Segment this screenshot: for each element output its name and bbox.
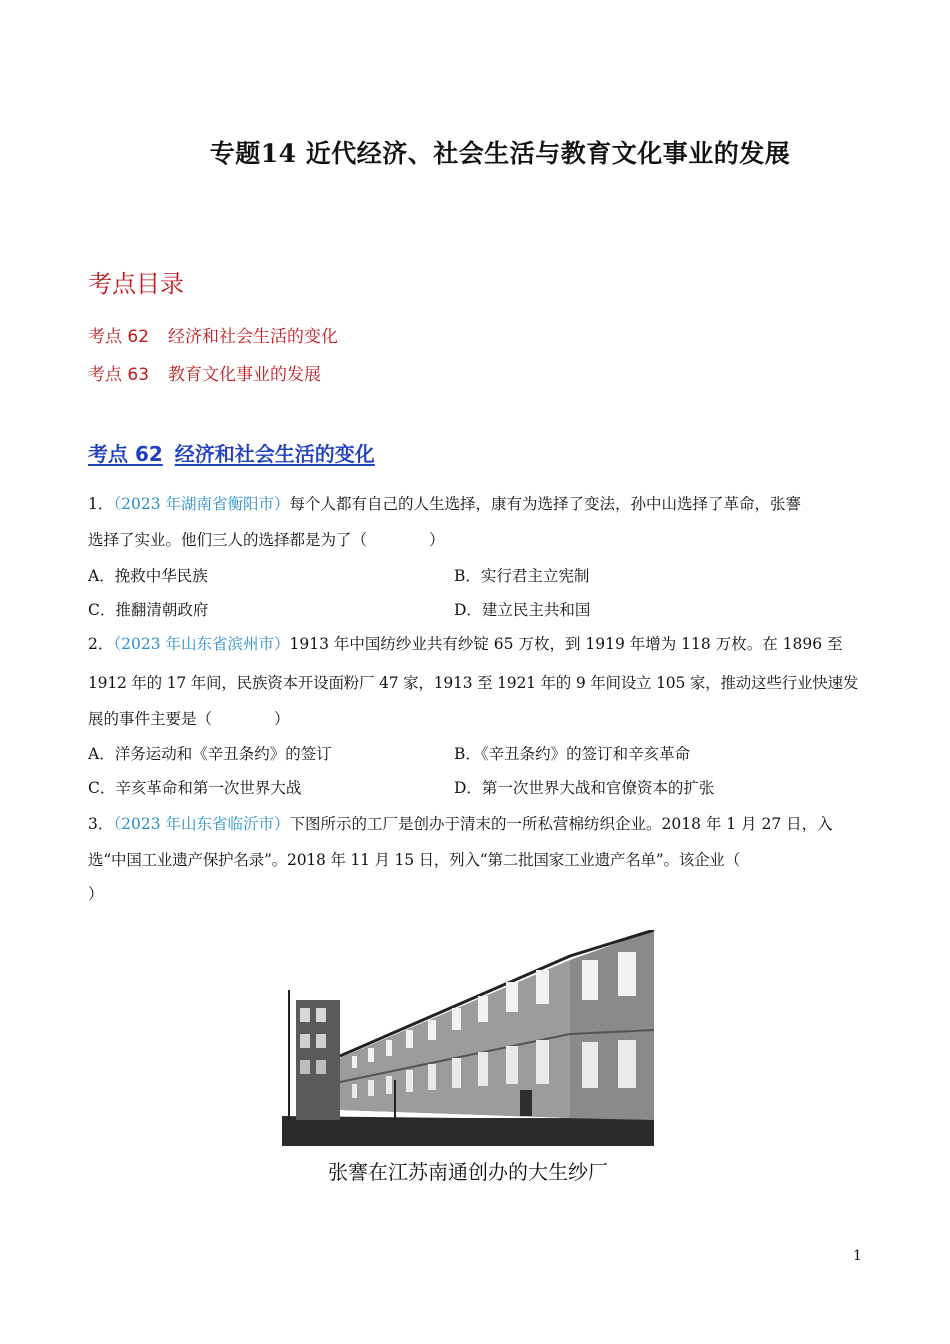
section-number: 考点 62 bbox=[88, 442, 163, 466]
question-3-line-1 bbox=[88, 814, 833, 834]
question-3-line-3: ） bbox=[88, 885, 104, 903]
question-2-option-b[interactable]: B．《辛丑条约》的签订和辛亥革命 bbox=[454, 745, 691, 763]
section-heading-62[interactable] bbox=[88, 438, 375, 467]
question-1-line-1 bbox=[88, 494, 801, 514]
question-number: 3． bbox=[88, 815, 114, 833]
question-text: 1913 年中国纺纱业共有纱锭 65 万枚，到 1919 年增为 118 万枚。在 1896 至 bbox=[289, 635, 843, 653]
factory-photo bbox=[282, 930, 654, 1146]
question-1-option-b[interactable]: B．实行君主立宪制 bbox=[454, 567, 590, 585]
figure-caption: 张謇在江苏南通创办的大生纱厂 bbox=[328, 1160, 608, 1184]
question-1-option-a[interactable]: A．挽救中华民族 bbox=[88, 567, 208, 585]
question-2-line-2: 1912 年的 17 年间，民族资本开设面粉厂 47 家，1913 至 1921 年的 9 年间设立 105 家，推动这些行业快速发 bbox=[88, 674, 859, 692]
question-3-line-2: 选“中国工业遗产保护名录”。2018 年 11 月 15 日，列入“第二批国家工业遗产名单”。该企业（ bbox=[88, 851, 741, 869]
question-1-line-2: 选择了实业。他们三人的选择都是为了（ ） bbox=[88, 531, 445, 549]
question-2-option-a[interactable]: A．洋务运动和《辛丑条约》的签订 bbox=[88, 745, 332, 763]
toc-item-63[interactable] bbox=[88, 360, 321, 385]
toc-item-62[interactable] bbox=[88, 322, 338, 347]
question-2-option-c[interactable]: C．辛亥革命和第一次世界大战 bbox=[88, 779, 302, 797]
question-source: （2023 年山东省滨州市） bbox=[113, 635, 290, 653]
toc-item-label: 教育文化事业的发展 bbox=[168, 365, 321, 385]
page-number: 1 bbox=[853, 1248, 862, 1264]
toc-heading: 考点目录 bbox=[88, 270, 184, 298]
question-text: 每个人都有自己的人生选择，康有为选择了变法，孙中山选择了革命，张謇 bbox=[289, 495, 802, 513]
section-label: 经济和社会生活的变化 bbox=[174, 442, 375, 466]
page-title: 专题14 近代经济、社会生活与教育文化事业的发展 bbox=[209, 139, 791, 168]
toc-item-label: 经济和社会生活的变化 bbox=[168, 327, 338, 347]
question-2-option-d[interactable]: D．第一次世界大战和官僚资本的扩张 bbox=[454, 779, 715, 797]
question-2-line-1 bbox=[88, 634, 843, 654]
question-number: 1． bbox=[88, 495, 114, 513]
question-1-option-c[interactable]: C．推翻清朝政府 bbox=[88, 601, 209, 619]
question-source: （2023 年山东省临沂市） bbox=[113, 815, 290, 833]
question-1-option-d[interactable]: D．建立民主共和国 bbox=[454, 601, 591, 619]
question-2-line-3: 展的事件主要是（ ） bbox=[88, 710, 290, 728]
question-number: 2． bbox=[88, 635, 114, 653]
toc-item-number: 考点 62 bbox=[88, 327, 150, 347]
toc-item-number: 考点 63 bbox=[88, 365, 150, 385]
question-text: 下图所示的工厂是创办于清末的一所私营棉纺织企业。2018 年 1 月 27 日，入 bbox=[289, 815, 833, 833]
question-source: （2023 年湖南省衡阳市） bbox=[113, 495, 290, 513]
